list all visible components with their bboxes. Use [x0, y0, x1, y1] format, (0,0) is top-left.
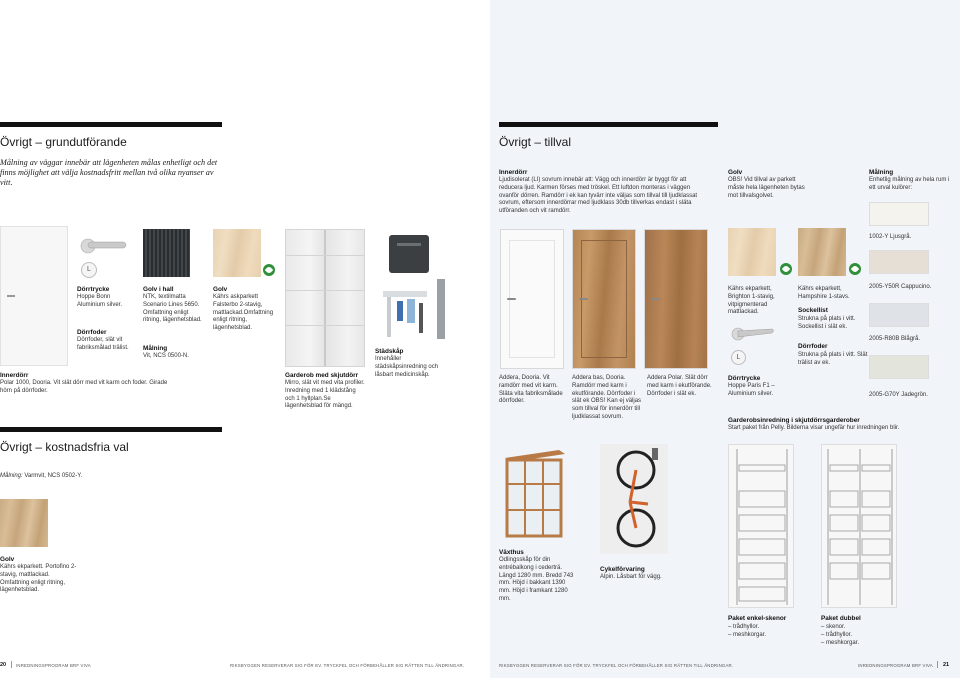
door-oak-frame — [572, 229, 636, 369]
malning-text: Enhetlig målning av hela rum i ett urval kulörer: — [869, 177, 950, 191]
malning-free-choice: Målning: Varmvit, NCS 0502-Y. — [0, 473, 83, 479]
color-label-2: 2005-Y50R Cappucino. — [869, 284, 932, 290]
lock-escutcheon: L — [731, 350, 746, 365]
footer-disclaimer: RIKSBYGGEN RESERVERAR SIG FÖR EV. TRYCKFEL OCH FÖRBEHÅLLER SIG RÄTTEN TILL ÄNDRINGAR. — [230, 663, 465, 668]
stadskap-title: Städskåp — [375, 348, 404, 355]
ash-parquet-swatch — [213, 229, 261, 277]
wardrobe-single-image — [728, 444, 794, 608]
malning-title: Målning — [869, 169, 894, 176]
sockellist-title: Sockellist — [798, 307, 828, 314]
intro-text: Målning av väggar innebär att lägenheten målas enhetligt och det finns möjlighet att välja kostnadsfritt mellan två olika nyanser av vitt. — [0, 158, 218, 187]
footer-divider — [11, 661, 12, 668]
greenhouse-image — [499, 444, 571, 540]
right-page — [490, 0, 960, 678]
carpet-swatch — [143, 229, 190, 277]
dorrfoder-text: Strukna på plats i vitt. Slät trälist av ek. — [798, 352, 868, 366]
vaxthus-title: Växthus — [499, 549, 524, 556]
dorrfoder-title: Dörrfoder — [77, 329, 107, 336]
bike-storage-image — [600, 444, 668, 554]
oak-parquet-swatch — [0, 499, 48, 547]
cykel-title: Cykelförvaring — [600, 566, 645, 573]
garderob-text: Start paket från Pelly. Bilderna visar ungefär hur inredningen blir. — [728, 425, 900, 431]
eco-label-icon — [849, 263, 861, 275]
golv-text: Kährs askparkett Falsterbo 2-stavig, mattlackad.Omfattning enligt ritning, lägenhetsblad. — [213, 294, 274, 332]
parkett2-text: Kährs ekparkett, Hampshire 1-stavs. — [798, 286, 850, 300]
door-handle — [7, 295, 15, 297]
paket1-title: Paket enkel-skenor — [728, 615, 787, 622]
color-swatch-2 — [869, 250, 929, 274]
color-swatch-3 — [869, 303, 929, 327]
vaxthus-text: Odlingsskåp för din entrébalkong i cederträ. Längd 1280 mm. Bredd 743 mm. Höjd i bakkant 1390 mm. Höjd i framkant 1280 mm. — [499, 557, 574, 602]
footer-divider — [937, 661, 938, 668]
golv-title: Golv — [728, 169, 743, 176]
brighton-parquet-swatch — [728, 228, 776, 276]
malning-title: Målning — [143, 345, 168, 352]
paket1-item2: – meshkorgar. — [728, 632, 767, 638]
golv2-title: Golv — [0, 556, 15, 563]
wardrobe-double-image — [821, 444, 897, 608]
paket2-title: Paket dubbel — [821, 615, 861, 622]
golv-text: OBS! Vid tillval av parkett måste hela lägenheten bytas mot tillvalsgolvet. — [728, 177, 805, 199]
footer-title: INREDNINGSPROGRAM BRF VIVA — [16, 663, 91, 668]
handle-image — [728, 322, 776, 346]
paket1-item1: – trådhyllor. — [728, 624, 760, 630]
cleaning-cabinet-image — [375, 229, 451, 344]
golv-hall-title: Golv i hall — [143, 286, 174, 293]
paket2-item2: – trådhyllor. — [821, 632, 853, 638]
sockellist-text: Strukna på plats i vitt. Sockellist i slät ek. — [798, 316, 856, 330]
door-oak-flat — [644, 229, 708, 369]
dorrfoder-title: Dörrfoder — [798, 343, 828, 350]
innerdorr-title: Innerdörr — [0, 372, 29, 379]
paket2-item3: – meshkorgar. — [821, 640, 860, 646]
dorrfoder-text: Dörrfoder, slät vit fabriksmålad trälist. — [77, 337, 129, 351]
door-image — [0, 226, 68, 366]
section-title-free-choices: Övrigt – kostnadsfria val — [0, 440, 129, 454]
eco-label-icon — [263, 264, 275, 276]
handle-image — [76, 232, 128, 262]
malning-text: Vit, NCS 0500-N. — [143, 353, 189, 359]
door2-text: Addera bas, Dooria. Ramdörr med karm i ekutförande. Dörrfoder i slät ek OBS! Kan ej väljas som tillval för innerdörr till ljudklassat sovrum. — [572, 375, 642, 420]
footer-disclaimer: RIKSBYGGEN RESERVERAR SIG FÖR EV. TRYCKFEL OCH FÖRBEHÅLLER SIG RÄTTEN TILL ÄNDRINGAR. — [499, 663, 734, 668]
page-number: 21 — [943, 662, 950, 668]
page-title: Övrigt – tillval — [499, 135, 572, 149]
color-label-1: 1002-Y Ljusgrå. — [869, 234, 912, 240]
page-title: Övrigt – grundutförande — [0, 135, 127, 149]
door1-text: Addera, Dooria. Vit ramdörr med vit karm. Släta vita fabriksmålade dörrfoder. — [499, 375, 563, 405]
innerdorr-text: Polar 1000, Dooria. Vit slät dörr med vit karm och foder. Girade hörn på dörrfoder. — [0, 380, 168, 394]
door-white-frame — [500, 229, 564, 369]
dorrtrycke-title: Dörrtrycke — [728, 375, 761, 382]
dorrtrycke-text: Hoppe Bonn Aluminium silver. — [77, 294, 123, 308]
golv-hall-text: NTK, textilmatta Scenario Lines 5650. Omfattning enligt ritning, lägenhetsblad. — [143, 294, 202, 324]
page-number: 20 — [0, 662, 7, 668]
color-swatch-1 — [869, 202, 929, 226]
color-label-3: 2005-R80B Blågrå. — [869, 336, 921, 342]
innerdorr-text: Ljudisolerat (LI) sovrum innebär att: Vägg och innerdörr är byggt för att reducera ljud. Karmen förses med tröskel. Ett luftdon monteras i väggen ovanför dörren. Ramdörr i ek kan tyvärr inte väljas som tillval till ljudklassat sovrum, eftersom innerdörrar med ljudklass 30db tillverkas endast i släta utföranden och vit ramdörr. — [499, 177, 698, 215]
eco-label-icon — [780, 263, 792, 275]
wardrobe-image — [285, 229, 365, 367]
section-bar-2 — [0, 427, 222, 432]
dorrtrycke-title: Dörrtrycke — [77, 286, 110, 293]
lock-escutcheon: L — [81, 262, 97, 278]
innerdorr-title: Innerdörr — [499, 169, 528, 176]
section-bar — [0, 122, 222, 127]
section-bar — [499, 122, 718, 127]
dorrtrycke-text: Hoppe Paris F1 – Aluminium silver. — [728, 383, 775, 397]
garderob-title: Garderobsinredning i skjutdörrsgarderober — [728, 417, 860, 424]
parkett1-text: Kährs ekparkett, Brighton 1-stavig, vitpigmenterad mattlackad. — [728, 286, 775, 316]
stadskap-text: Innehåller städskåpsinredning och låsbart medicinskåp. — [375, 356, 439, 378]
color-label-4: 2005-G70Y Jadegrön. — [869, 392, 928, 398]
garderob-text: Mirro, slät vit med vita profiler. Inredning med 1 klädstång och 1 hyllplan.Se lägenhetsblad för mängd. — [285, 380, 365, 410]
golv2-text: Kährs ekparkett. Portofino 2-stavig, mattlackad. Omfattning enligt ritning, lägenhetsblad. — [0, 564, 77, 594]
golv-title: Golv — [213, 286, 228, 293]
cykel-text: Alpin. Låsbart för vägg. — [600, 574, 662, 580]
color-swatch-4 — [869, 355, 929, 379]
garderob-title: Garderob med skjutdörr — [285, 372, 359, 379]
paket2-item1: – skenor. — [821, 624, 846, 630]
footer-title: INREDNINGSPROGRAM BRF VIVA — [858, 663, 933, 668]
door3-text: Addera Polar. Slät dörr med karm i ekutförande. Dörrfoder i slät ek. — [647, 375, 712, 397]
hampshire-parquet-swatch — [798, 228, 846, 276]
